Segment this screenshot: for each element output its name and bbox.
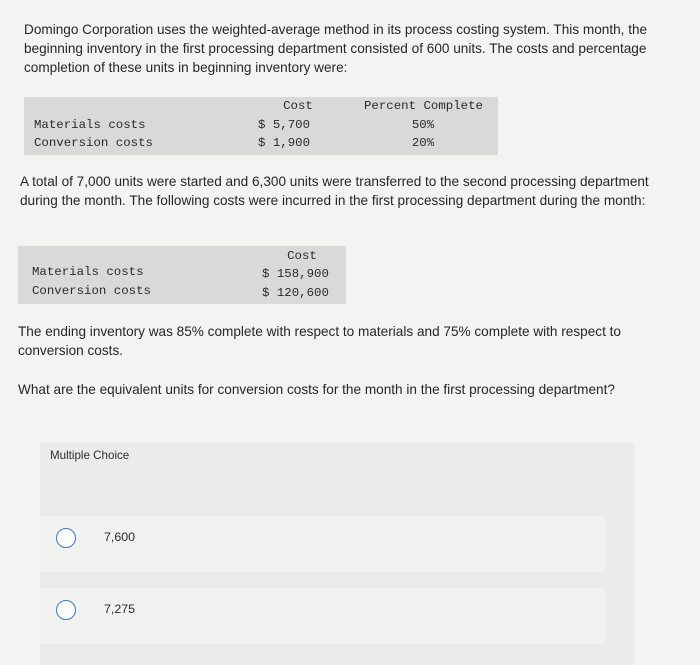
current-costs-table	[18, 246, 346, 304]
cost-header: Cost	[287, 249, 317, 263]
percent-complete-header: Percent Complete	[364, 99, 483, 113]
row-cost-conversion: $ 1,900	[258, 136, 311, 150]
cost-header: Cost	[283, 99, 313, 113]
choice-label-2: 7,275	[104, 602, 136, 616]
choice-option-2[interactable]	[40, 588, 606, 644]
row-label-conversion: Conversion costs	[34, 136, 153, 150]
row-percent-materials: 50%	[411, 118, 435, 132]
units-paragraph: A total of 7,000 units were started and 6,300 units were transferred to the second processing department during the month. The following costs were incurred in the first processing department during the month:	[20, 174, 649, 208]
radio-button-icon[interactable]	[56, 600, 76, 620]
row-label-conversion: Conversion costs	[32, 284, 151, 298]
row-percent-conversion: 20%	[411, 136, 435, 150]
row-cost-conversion: $ 120,600	[262, 286, 329, 300]
choice-label-1: 7,600	[104, 530, 136, 544]
multiple-choice-title: Multiple Choice	[50, 449, 130, 462]
row-cost-materials: $ 5,700	[258, 118, 311, 132]
intro-paragraph: Domingo Corporation uses the weighted-average method in its process costing system. This month, the beginning inventory in the first processing department consisted of 600 units. The costs and percentage completion of these units in beginning inventory were:	[24, 22, 648, 75]
beginning-inventory-table	[24, 97, 498, 155]
row-cost-materials: $ 158,900	[262, 267, 329, 281]
row-label-materials: Materials costs	[32, 265, 144, 279]
choice-option-1[interactable]	[40, 516, 606, 572]
row-label-materials: Materials costs	[34, 118, 146, 132]
ending-inventory-paragraph: The ending inventory was 85% complete with respect to materials and 75% complete with respect to conversion costs.	[18, 324, 621, 358]
radio-button-icon[interactable]	[56, 528, 76, 548]
question-text: What are the equivalent units for conversion costs for the month in the first processing department?	[18, 382, 615, 397]
